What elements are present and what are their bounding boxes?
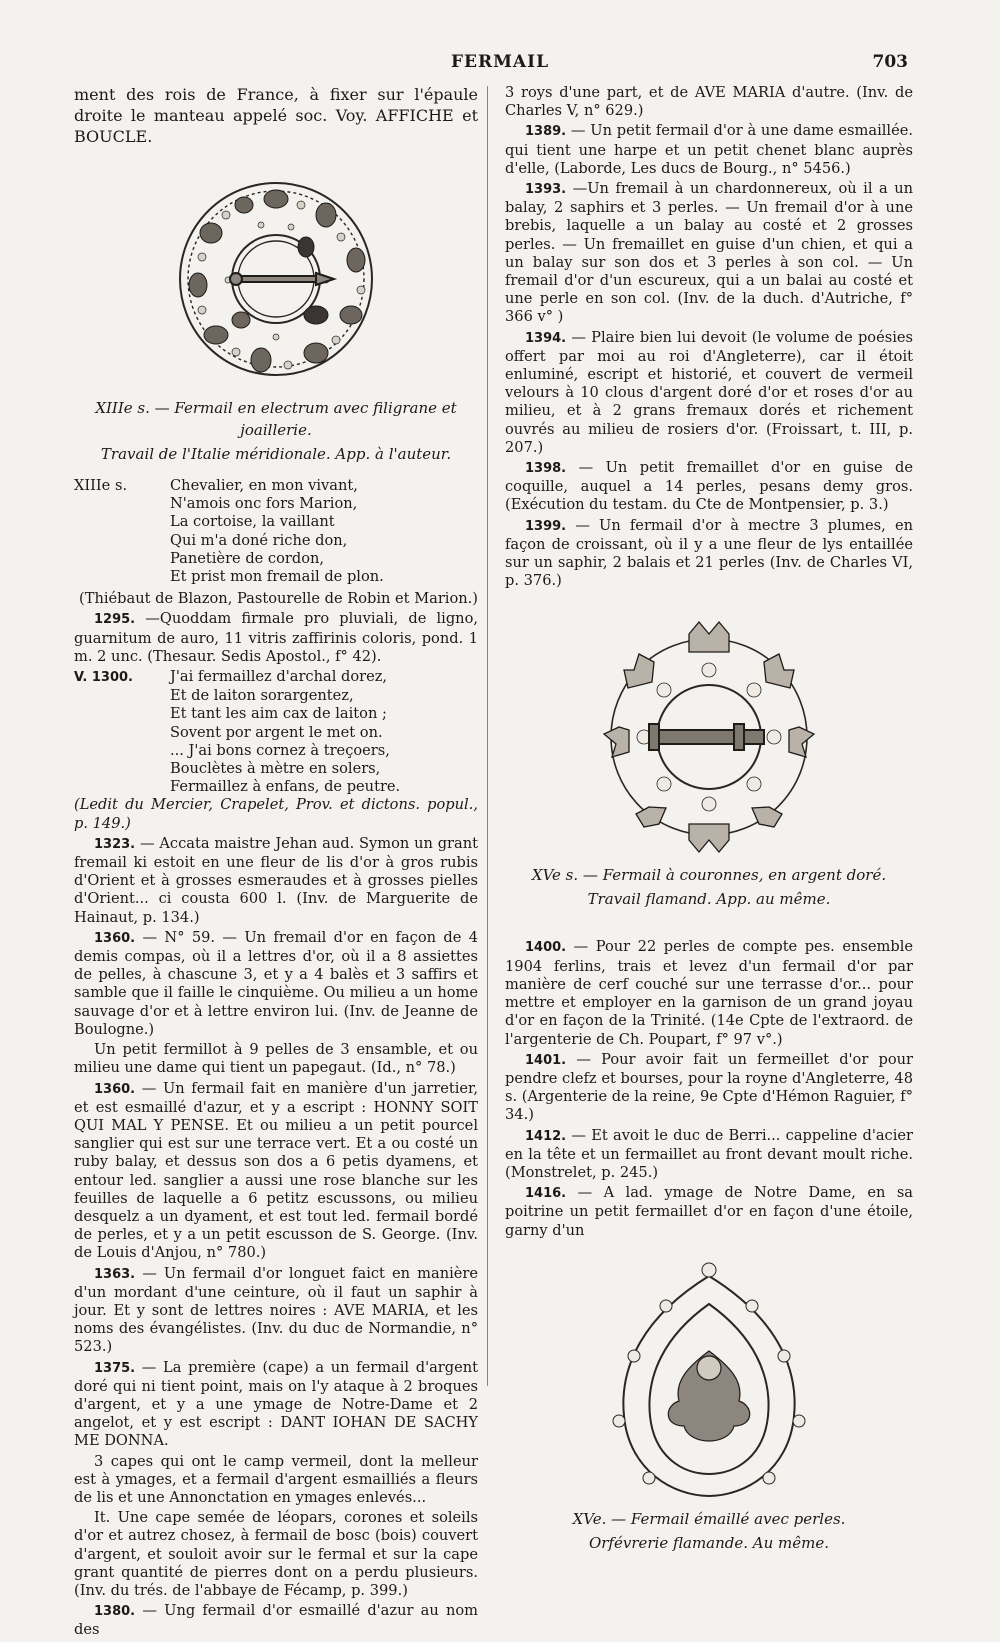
entry-1375: 1375. — La première (cape) a un fermail d'argent doré qui ni tient point, mais on l'y ataque à 2 broques d'argent, et y a une ymage de Notre-Dame et 2 angelot, et y est escript : DANT IOHAN DE SACHY ME DONNA. — [74, 1358, 479, 1450]
poem-line-4: Qui m'a doné riche don, — [170, 531, 348, 549]
verse-line-2: Et de laiton sorargentez, — [170, 687, 354, 705]
verse-line-4: Sovent por argent le met on. — [170, 723, 383, 741]
column-rule — [487, 86, 488, 1386]
verse-line-5: ... J'ai bons cornez à treçoers, — [170, 741, 390, 759]
brooch-enamelled-illustration — [604, 1256, 814, 1506]
entry-1416: 1416. — A lad. ymage de Notre Dame, en sa poitrine un petit fermaillet d'or en façon d'une étoile, garny d'un — [505, 1184, 914, 1239]
brooch-electrum-illustration — [166, 155, 386, 395]
poem-line-2: N'amois onc fors Marion, — [170, 495, 358, 513]
verse-source: (Ledit du Mercier, Crapelet, Prov. et dictons. popul., p. 149.) — [74, 796, 478, 832]
verse-line-1: J'ai fermaillez d'archal dorez, — [170, 668, 388, 686]
figure-1-caption-line-2: Travail de l'Italie méridionale. App. à l'auteur. — [100, 445, 452, 463]
verse-line-6: Bouclètes à mètre en solers, — [170, 760, 381, 778]
verse-line-3: Et tant les aim cax de laiton ; — [170, 705, 387, 723]
poem-line-3: La cortoise, la vaillant — [170, 513, 335, 531]
entry-1363: 1363. — Un fermail d'or longuet faict en manière d'un mordant d'une ceinture, où il faut un saphir à jour. Et y sont de lettres noires : AVE MARIA, et les noms des évangélistes. (Inv. du duc de Normandie, n° 523.) — [74, 1264, 479, 1356]
poem-source: (Thiébaut de Blazon, Pastourelle de Robin et Marion.) — [79, 590, 478, 608]
entry-1389: 1389. — Un petit fermail d'or à une dame esmaillée. qui tient une harpe et un petit chenet blanc auprès d'elle, (Laborde, Les ducs de Bourg., n° 5456.) — [505, 122, 914, 177]
poem-line-1: Chevalier, en mon vivant, — [170, 477, 358, 494]
poem-date-label: XIIIe s. — [74, 477, 128, 494]
running-head: FERMAIL — [450, 52, 550, 72]
intro-paragraph: ment des rois de France, à fixer sur l'épaule droite le manteau appelé soc. Voy. AFFICHE et BOUCLE. — [74, 85, 478, 146]
entry-1295: 1295. —Quoddam firmale pro pluviali, de ligno, guarnitum de auro, 11 vitris zaffirinis coloris, pond. 1 m. 2 unc. (Thesaur. Sedis Apostol., f° 42). — [74, 610, 479, 665]
entry-1412: 1412. — Et avoit le duc de Berri... cappeline d'acier en la tête et un fermaillet au front devant moult riche. (Monstrelet, p. 245.) — [505, 1126, 914, 1181]
entry-1380: 1380. — Ung fermail d'or esmaillé d'azur au nom des — [74, 1602, 478, 1639]
poem-block — [74, 477, 478, 586]
continuation-paragraph: 3 roys d'une part, et de AVE MARIA d'autre. (Inv. de Charles V, n° 629.) — [505, 84, 913, 120]
left-column — [74, 84, 478, 1642]
entry-1360-a-continuation: Un petit fermillot à 9 pelles de 3 ensamble, et ou milieu une dame qui tient un papegaut. (Id., n° 78.) — [74, 1041, 478, 1077]
figure-2-caption-line-1: XVe s. — Fermail à couronnes, en argent doré. — [531, 866, 887, 885]
figure-3-caption-line-2: Orfévrerie flamande. Au même. — [588, 1533, 830, 1552]
right-column — [505, 84, 913, 1556]
entry-1375-continuation-1: 3 capes qui ont le camp vermeil, dont la melleur est à ymages, et a fermail d'argent esmailliés a fleurs de lis et une Annonctation en ymages enlevés... — [74, 1452, 478, 1506]
entry-1393: 1393. —Un fremail à un chardonnereux, où il a un balay, 2 saphirs et 3 perles. — Un fremail d'or à une brebis, laquelle a un balay au costé et 2 grosses perles. — Un fremaillet en guise d'un chien, et qui a un balay sur son dos et 3 perles à son col. — Un fremail d'or d'un escureux, qui a un balai au costé et une perle en son col. (Inv. de la duch. d'Autriche, f° 366 v° ) — [505, 180, 913, 326]
figure-1-caption-line-1: XIIIe s. — Fermail en electrum avec filigrane et joaillerie. — [95, 399, 457, 439]
brooch-crowns-illustration — [594, 612, 824, 862]
verse-block — [74, 668, 478, 796]
figure-3-caption-line-1: XVe. — Fermail émaillé avec perles. — [572, 1509, 846, 1528]
entry-1375-continuation-2: It. Une cape semée de léopars, corones et soleils d'or et autrez chosez, à fermail de bosc (bois) couvert d'argent, et souloit avoir sur le fermal et sur la cape grant quantité de pierres dont on a perdu plusieurs. (Inv. du trés. de l'abbaye de Fécamp, p. 399.) — [74, 1509, 478, 1599]
entry-1360-a: 1360. — N° 59. — Un fremail d'or en façon de 4 demis compas, où il a lettres d'or, où il a 8 assiettes de pelles, à chascune 3, et y a 4 balès et 3 saffirs et samble que il faille le cinquième. Ou milieu a un home sauvage d'or et à lettre environ lui. (Inv. de Jeanne de Boulogne.) — [74, 928, 478, 1038]
page-number: 703 — [872, 52, 908, 72]
entry-1401: 1401. — Pour avoir fait un fermeillet d'or pour pendre clefz et bourses, pour la royne d'Angleterre, 48 s. (Argenterie de la reine, 9e Cpte d'Hémon Raguier, f° 34.) — [505, 1050, 914, 1124]
entry-1394: 1394. — Plaire bien lui devoit (le volume de poésies offert par moi au roi d'Angleterre), car il étoit enluminé, escript et historié, et couvert de vermeil velours à 10 clous d'argent doré d'or et roses d'or au milieu, et à 2 grans fremaux dorés et richement ouvrés au milieu de rosiers d'or. (Froissart, t. III, p. 207.) — [505, 328, 914, 456]
poem-line-6: Et prist mon fremail de plon. — [170, 568, 384, 586]
verse-date-label: V. 1300. — [74, 670, 133, 686]
figure-2-caption-line-2: Travail flamand. App. au même. — [587, 890, 831, 909]
entry-1399: 1399. — Un fermail d'or à mectre 3 plumes, en façon de croissant, où il y a une fleur de lys entaillée sur un saphir, 2 balais et 21 perles (Inv. de Charles VI, p. 376.) — [505, 516, 914, 590]
entry-1360-b: 1360. — Un fermail fait en manière d'un jarretier, et est esmaillé d'azur, et y a escript : HONNY SOIT QUI MAL Y PENSE. Et ou milieu a un petit pourcel sanglier qui est sur une terrace vert. Et a ou costé un ruby balay, et dessus son dos a 6 petis dyamens, et entour led. sanglier a aussi une rose blanche sur les feuilles de laquelle a 6 petitz escussons, ou milieu desquelz a un dyament, et est tout led. fermail bordé de perles, et y a un petit escusson de S. George. (Inv. de Louis d'Anjou, n° 780.) — [74, 1079, 479, 1262]
entry-1400: 1400. — Pour 22 perles de compte pes. ensemble 1904 ferlins, trais et levez d'un fermail d'or par manière de cerf couché sur une terrasse d'or... pour mettre et employer en la garnison de un grand joyau d'or en façon de la Trinité. (14e Cpte de l'extraord. de l'argenterie de Ch. Poupart, f° 97 v°.) — [505, 938, 913, 1048]
verse-line-7: Fermaillez à enfans, de peutre. — [170, 778, 401, 796]
entry-1323: 1323. — Accata maistre Jehan aud. Symon un grant fremail ki estoit en une fleur de lis d'or à gros rubis d'Orient et à grosses esmeraudes et à grosses pielles d'Orient... ci cousta 600 l. (Inv. de Marguerite de Hainaut, p. 134.) — [74, 834, 479, 926]
entry-1398: 1398. — Un petit fremaillet d'or en guise de coquille, auquel a 14 perles, pesans demy gros. (Exécution du testam. du Cte de Montpensier, p. 3.) — [505, 459, 913, 514]
poem-line-5: Panetière de cordon, — [170, 549, 325, 567]
